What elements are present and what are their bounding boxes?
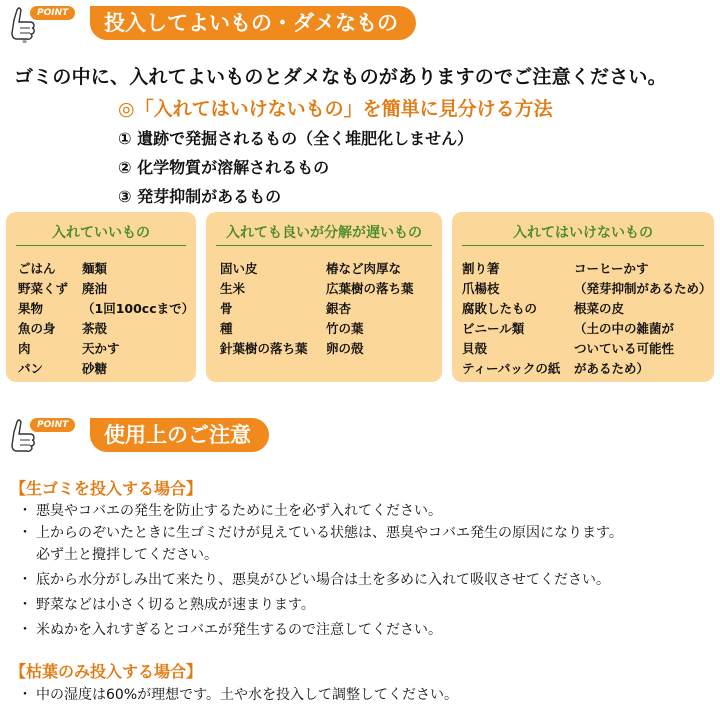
- card-item: （発芽抑制があるため）: [574, 281, 712, 296]
- card-item: 針葉樹の落ち葉: [220, 341, 308, 356]
- card-item: （1回100ccまで）: [82, 301, 195, 316]
- point-marker-2: [8, 418, 69, 456]
- card-item: 卵の殻: [326, 341, 364, 356]
- card-item: 銀杏: [326, 301, 352, 316]
- card-item: ついている可能性: [574, 341, 675, 356]
- bullet-item: ・ 悪臭やコバエの発生を防止するために土を必ず入れてください。: [18, 500, 623, 522]
- nama-heading: 【生ゴミを投入する場合】: [10, 479, 203, 498]
- method-item: ② 化学物質が溶解されるもの: [118, 158, 330, 177]
- bullet-continuation: 必ず土と攪拌してください。: [36, 547, 218, 563]
- point-marker-1: [8, 6, 69, 44]
- card-item: 麺類: [82, 261, 108, 276]
- section2-title: 使用上のご注意: [90, 418, 269, 452]
- card-item: 廃油: [82, 281, 108, 296]
- card-item: パン: [18, 361, 44, 376]
- card-item: 果物: [18, 301, 44, 316]
- card-item: があるため）: [574, 361, 650, 376]
- method-title: ◎「入れてはいけないもの」を簡単に見分ける方法: [118, 98, 553, 120]
- card-item: 肉: [18, 341, 31, 356]
- card-item: ごはん: [18, 261, 56, 276]
- card-item: 魚の身: [18, 321, 56, 336]
- nama-bullets: [18, 500, 623, 641]
- card-item: ティーパックの紙: [462, 361, 561, 376]
- card-item: 固い皮: [220, 261, 258, 276]
- lead-text: ゴミの中に、入れてよいものとダメなものがありますのでご注意ください。: [14, 66, 667, 88]
- card-item: コーヒーかす: [574, 261, 649, 276]
- card-item: （土の中の雑菌が: [574, 321, 675, 336]
- card-slow-title: 入れても良いが分解が遅いもの: [216, 222, 432, 246]
- card-item: 根菜の皮: [574, 301, 625, 316]
- svg-text:≡: ≡: [22, 38, 28, 44]
- card-ng: [452, 212, 714, 382]
- kareha-bullets: [18, 684, 458, 706]
- method-list: [118, 124, 473, 211]
- bullet-item: ・ 底から水分がしみ出て来たり、悪臭がひどい場合は土を多めに入れて吸収させてください。: [18, 569, 623, 591]
- bullet-item: ・ 上からのぞいたときに生ゴミだけが見えている状態は、悪臭やコバエ発生の原因になります。 必ず土と攪拌してください。: [18, 522, 623, 566]
- card-item: 茶殻: [82, 321, 108, 336]
- kareha-heading: 【枯葉のみ投入する場合】: [10, 662, 203, 681]
- point-badge: POINT: [30, 6, 75, 20]
- card-item: 腐敗したもの: [462, 301, 538, 316]
- card-item: ビニール類: [462, 321, 525, 336]
- card-item: 椿など肉厚な: [326, 261, 402, 276]
- bullet-item: ・ 米ぬかを入れすぎるとコバエが発生するので注意してください。: [18, 619, 623, 641]
- card-slow: [206, 212, 442, 382]
- card-ok-title: 入れていいもの: [16, 222, 186, 246]
- method-item: ① 遺跡で発掘されるもの（全く堆肥化しません）: [118, 129, 474, 148]
- card-item: 砂糖: [82, 361, 108, 376]
- card-item: 生米: [220, 281, 246, 296]
- bullet-item: ・ 野菜などは小さく切ると熟成が速まります。: [18, 594, 623, 616]
- card-item: 骨: [220, 301, 233, 316]
- card-ok: [6, 212, 196, 382]
- card-item: 天かす: [82, 341, 120, 356]
- card-item: 竹の葉: [326, 321, 364, 336]
- card-item: 割り箸: [462, 261, 500, 276]
- card-item: 野菜くず: [18, 281, 69, 296]
- card-item: 種: [220, 321, 233, 336]
- section1-title: 投入してよいもの・ダメなもの: [90, 6, 416, 40]
- card-item: 爪楊枝: [462, 281, 500, 296]
- card-ng-title: 入れてはいけないもの: [462, 222, 704, 246]
- method-item: ③ 発芽抑制があるもの: [118, 187, 282, 206]
- card-item: 広葉樹の落ち葉: [326, 281, 414, 296]
- point-badge: POINT: [30, 418, 75, 432]
- bullet-item: ・ 中の湿度は60%が理想です。土や水を投入して調整してください。: [18, 684, 458, 706]
- card-item: 貝殻: [462, 341, 488, 356]
